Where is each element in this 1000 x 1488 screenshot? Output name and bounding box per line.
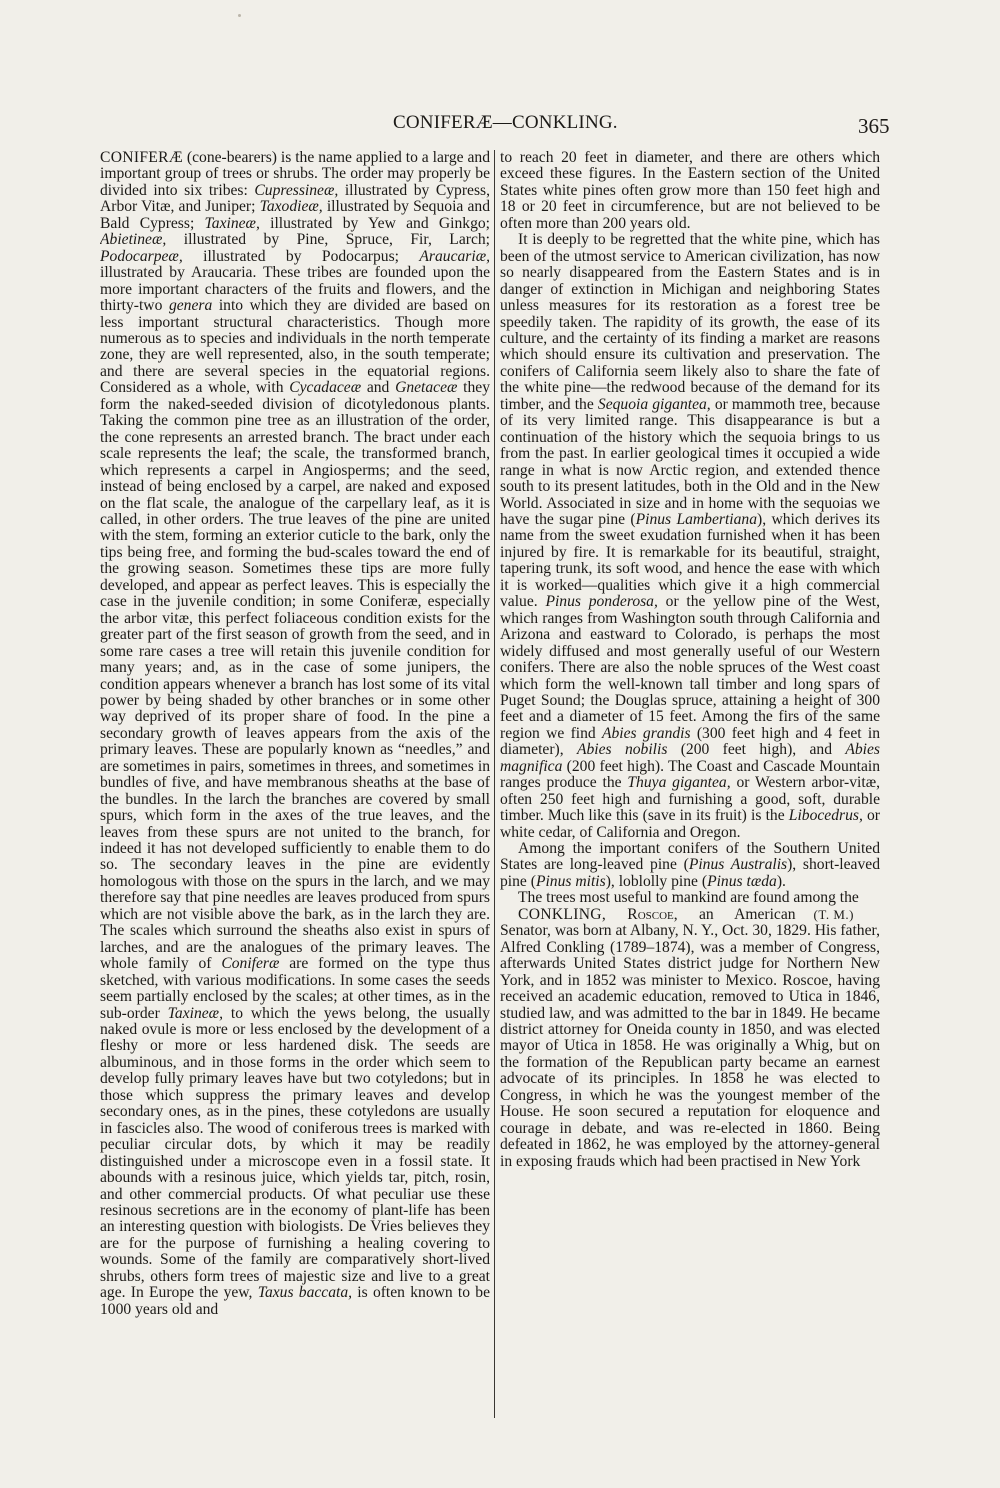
italic-term: Araucariæ, <box>419 247 490 265</box>
paragraph-continued <box>500 150 880 232</box>
text-run: (200 feet high), and <box>667 741 846 759</box>
text-run: is often known to be 1000 years old and <box>100 1284 490 1318</box>
italic-term: Taxineæ, <box>204 214 260 232</box>
italic-term: Pinus Lambertiana <box>635 510 758 528</box>
text-run: illustrated by Cypress, Arbor Vitæ, and Juniper; <box>100 181 490 216</box>
text-run: or Western arbor-vitæ, often 250 feet high and furnishing a good, soft, durable timber. Much like this (save in its fruit) is the <box>500 774 880 825</box>
right-column <box>500 150 880 1420</box>
text-run: illustrated by Araucaria. These tribes are founded upon the more important characters of the fruits and flowers, and the thirty-two <box>100 264 490 315</box>
article-conkling <box>500 907 880 1170</box>
text-run: illustrated by Sequoia and Bald Cypress; <box>100 198 490 232</box>
italic-term: genera <box>168 297 213 315</box>
text-run: or white cedar, of California and Oregon. <box>500 807 880 841</box>
italic-term: Pinus Australis <box>688 856 788 874</box>
italic-term: Podocarpeæ, <box>100 247 183 265</box>
text-run: Among the important conifers of the Southern United States are long-leaved pine ( <box>500 840 880 874</box>
text-run: It is deeply to be regretted that the white pine, which has been of the utmost service to American civilization, has now so nearly disappeared from the Eastern States and is in danger of extinction in Michigan and neighboring States unless measures for its restoration as a forest tree be speedily taken. The rapidity of its growth, the ease of its culture, and the certainty of its finding a market are reasons which should ensure its cultivation and preservation. The conifers of California seem likely also to share the fate of the white pine—the redwood because of the demand for its timber, and the <box>500 231 880 413</box>
text-run: ), which derives its name from the sweet exudation furnished when it has been injured by fire. It is remarkable for its beautiful, straight, tapering trunk, its soft wood, and hence the ease with which it is worked—qualities which give it a high commercial value. <box>500 510 880 611</box>
italic-term: Taxineæ, <box>167 1004 223 1022</box>
text-run: into which they are divided are based on less important structural characteristics. Though more numerous as to species and individuals in the north temperate zone, they are well represented, also, in the south temperate; and there are several species in the equatorial regions. Considered as a whole, with <box>100 297 490 397</box>
author-initials: (T. M.) <box>813 906 854 922</box>
italic-term: Libocedrus, <box>788 807 863 825</box>
text-run: The trees most useful to mankind are found among the <box>518 889 859 907</box>
italic-term: Cupressineæ, <box>254 181 339 199</box>
page-header <box>0 112 1000 142</box>
paragraph-white-pine <box>500 232 880 841</box>
text-run: or mammoth tree, because of its very limited range. This disappearance is but a continuation of the history which the sequoia brings to us from the past. In earlier geological times it occupied a wide range in what is now Arctic region, and extended thence south to its present latitudes, both in the Old and in the New World. Associated in size and in home with the sequoias we have the sugar pine ( <box>500 395 880 528</box>
text-run: and <box>361 379 396 397</box>
article-coniferae-intro <box>100 150 490 1318</box>
text-run: an American Senator, was born at Albany, N. Y., Oct. 30, 1829. His father, Alfred Conkling (1789–1874), was a member of Congress, afterwards United States district judge for Northern New York, and in 1852 was minister to Mexico. Roscoe, having received an academic education, removed to Utica in 1846, studied law, and was admitted to the bar in 1849. He became district attorney for Oneida county in 1850, and was elected mayor of Utica in 1858. He was originally a Whig, but on the formation of the Republican party became an earnest advocate of its principles. In 1858 he was elected to Congress, in which he was the youngest member of the House. He soon secured a reputation for eloquence and courage in debate, and was re-elected in 1860. Being defeated in 1862, he was employed by the attorney-general in exposing frauds which had been practised in New York <box>500 905 880 1170</box>
text-run: (200 feet high). The Coast and Cascade Mountain ranges produce the <box>500 757 880 792</box>
text-run: (300 feet high and 4 feet in diameter), <box>500 724 880 759</box>
italic-term: Pinus tæda <box>707 872 777 890</box>
text-run: ), loblolly pine ( <box>605 872 708 890</box>
italic-term: Sequoia gigantea, <box>597 395 711 413</box>
entry-headword: CONKLING, <box>518 905 607 923</box>
running-head: CONIFERÆ—CONKLING. <box>393 112 618 133</box>
text-run: illustrated by Pine, Spruce, Fir, Larch; <box>166 231 490 249</box>
text-run: (cone-bearers) is the name applied to a large and important group of trees or shrubs. The order may properly be divided into six tribes: <box>100 150 490 199</box>
entry-given-name: Roscoe, <box>606 905 678 923</box>
italic-term: Cycadaceæ <box>289 379 362 397</box>
text-run: they form the naked-seeded division of dicotyledonous plants. Taking the common pine tree as an illustration of the order, the cone represents an arrested branch. The bract under each scale represents the leaf; the scale, the transformed branch, which represents a carpel in Angiosperms; and the seed, instead of being enclosed by a carpel, are naked and exposed on the flat scale, the analogue of the carpellary leaf, as it is called, in other orders. The true leaves of the pine are united with the stem, forming an exterior cuticle to the bark, only the tips being free, and forming the bud-scales toward the end of the growing season. Sometimes these tips are more fully developed, and appear as perfect leaves. This is especially the case in the juvenile condition; in some Coniferæ, especially the arbor vitæ, this perfect foliaceous condition exists for the greater part of the first season of growth from the seed, and in some rare cases a tree will retain this juvenile condition for many years; and, as in the case of some junipers, the condition appears whenever a branch has lost some of its vital power by being shaded by other branches or in some other way deprived of its proper share of food. In the pine a secondary growth of leaves appears from the axis of the primary leaves. These are popularly known as “needles,” and are sometimes in pairs, sometimes in threes, and sometimes in bundles of five, and have membranous sheaths at the base of the bundles. In the larch the branches are covered by small spurs, which form in the axes of the true leaves, and the leaves from these spurs are not united to the branch, for indeed it has not developed sufficiently to enable them to do so. The secondary leaves in the pine are evidently homologous with those on the spurs in the larch, and we may therefore say that pine needles are leaves produced from spurs which are not visible above the bark, as in the larch they are. The scales which surround the sheaths also exist in spurs of larches, and are the analogues of the primary leaves. The whole family of <box>100 379 490 973</box>
italic-term: Abietineæ, <box>100 231 167 249</box>
left-column <box>100 150 490 1420</box>
text-run: illustrated by Podocarpus; <box>182 247 420 265</box>
italic-term: Gnetaceæ <box>395 379 458 397</box>
column-divider <box>494 150 495 1418</box>
text-run: to reach 20 feet in diameter, and there are others which exceed these figures. In the Eastern section of the United States white pines often grow more than 150 feet high and 18 or 20 feet in circumference, but are not believed to be often more than 200 years old. <box>500 150 880 232</box>
text-run: are formed on the type thus sketched, with various modifications. In some cases the seeds seem partially enclosed by the scales; at other times, as in the sub-order <box>100 955 490 1022</box>
text-run: ). <box>776 872 786 890</box>
italic-term: Pinus ponderosa, <box>545 593 658 611</box>
text-run: ), short-leaved pine ( <box>500 856 880 890</box>
entry-headword: CONIFERÆ <box>100 150 183 166</box>
italic-term: Abies grandis <box>601 724 691 742</box>
paragraph-southern-conifers <box>500 841 880 890</box>
italic-term: Taxus baccata, <box>257 1284 353 1302</box>
text-run: illustrated by Yew and Ginkgo; <box>259 214 490 232</box>
italic-term: Coniferæ <box>221 955 280 973</box>
italic-term: Pinus mitis <box>535 872 606 890</box>
text-run: or the yellow pine of the West, which ranges from Washington south through California and Arizona and eastward to Colorado, is perhaps the most widely diffused and most generally useful of our Western conifers. There are also the noble spruces of the West coast which form the well-known tall timber and long spars of Puget Sound; the Douglas spruce, attaining a height of 300 feet and a diameter of 15 feet. Among the firs of the same region we find <box>500 593 880 742</box>
italic-term: Abies nobilis <box>576 741 668 759</box>
italic-term: Taxodieæ, <box>259 198 323 216</box>
page-number: 365 <box>858 114 890 138</box>
paper-speck <box>238 14 241 17</box>
italic-term: Abies magnifica <box>500 741 880 775</box>
text-run: to which the yews belong, the usually naked ovule is more or less enclosed by the development of a fleshy or more or less hardened disk. The seeds are albuminous, and in those forms in the order which seem to develop fully primary leaves have but two cotyledons; but in those which suppress the primary leaves and develop secondary ones, as in the pines, these cotyledons are usually in fascicles also. The wood of coniferous trees is marked with peculiar circular dots, by which it may be readily distinguished under a microscope even in a fossil state. It abounds with a resinous juice, which yields tar, pitch, rosin, and other commercial products. Of what peculiar use these resinous secretions are in the economy of plant-life has been an interesting question with biologists. De Vries believes they are for the purpose of furnishing a healing covering to wounds. Some of the family are comparatively short-lived shrubs, others form trees of majestic size and live to a great age. In Europe the yew, <box>100 1004 490 1302</box>
italic-term: Thuya gigantea, <box>627 774 731 792</box>
